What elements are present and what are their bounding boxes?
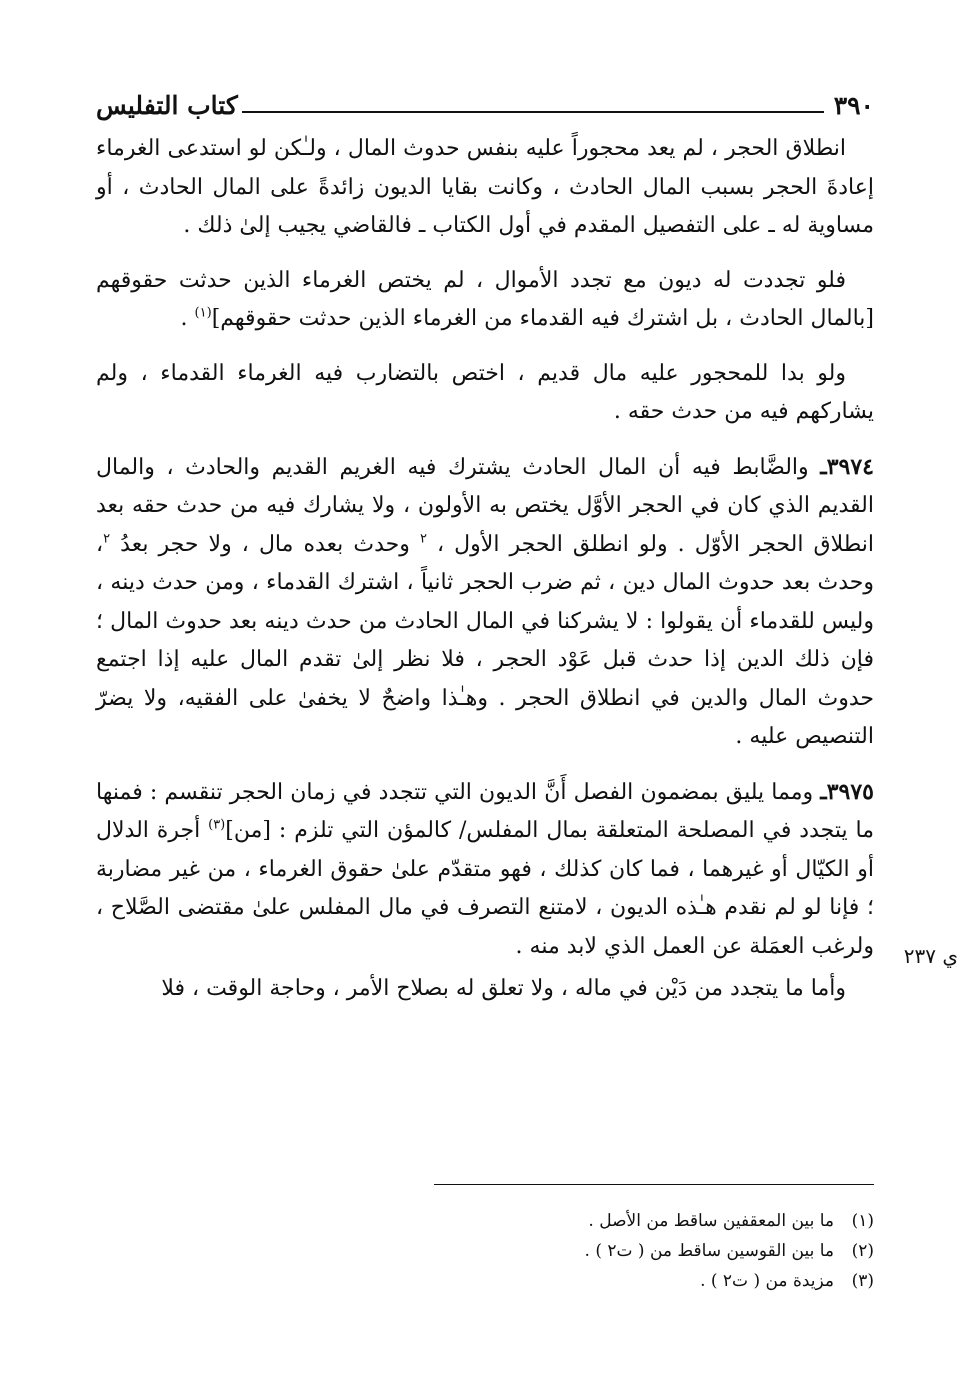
margin-manuscript-ref: ي ٢٣٧ [903, 944, 958, 968]
paragraph [96, 773, 874, 967]
footnote [96, 1206, 874, 1236]
paragraph-number: ٣٩٧٤ـ [820, 453, 874, 480]
paragraph-text: والضَّابط فيه أن المال الحادث يشترك فيه الغريم القديم والحادث ، والمال القديم الذي كان في الحجر الأوَّل يختص به الأولون ، ولا يشارك فيه من حدث حقه بعد انطلاق الحجر الأوّل . ولو انطلق الحجر الأول ، [96, 454, 874, 557]
running-title: كتاب التفليس [96, 91, 238, 120]
paragraph-text: وأما ما يتجدد من دَيْن في ماله ، ولا تعلق له بصلاح الأمر ، وحاجة الوقت ، فلا [161, 976, 846, 1001]
paragraph-text: . [180, 306, 195, 331]
footnote [96, 1266, 874, 1296]
footnote-text: ما بين المعقفين ساقط من الأصل . [588, 1211, 834, 1231]
paragraph-number: ٣٩٧٥ـ [820, 778, 874, 805]
footnote-text: ما بين القوسين ساقط من ( ت٢ ) . [584, 1241, 834, 1261]
header-rule [242, 111, 824, 113]
page-number: ٣٩٠ [833, 91, 874, 120]
paragraph [96, 130, 874, 246]
footnote [96, 1236, 874, 1266]
footnote-number: (٢) [851, 1241, 874, 1261]
paragraph [96, 355, 874, 432]
footnote-marker: (١) [194, 305, 212, 321]
footnote-text: مزيدة من ( ت٢ ) . [700, 1271, 834, 1291]
paragraph-text: ولو بدا للمحجور عليه مال قديم ، اختص بالتضارب فيه الغرماء القدماء ، ولم يشاركهم فيه من حدث حقه . [96, 360, 874, 424]
body-text [96, 130, 874, 1025]
footnote-separator [434, 1184, 874, 1185]
paragraph-text: أجرة الدلال أو الكيّال أو غيرهما ، فما كان كذلك ، فهو متقدّم علىٰ حقوق الغرماء ، من غير مضاربة ؛ فإنا لو لم نقدم هـٰذه الديون ، لامتنع التصرف في مال المفلس علىٰ مقتضى الصَّلاح ، ولرغب العمَلة عن العمل الذي لابد منه . [96, 818, 875, 959]
footnotes [96, 1206, 874, 1296]
footnote-number: (٣) [851, 1271, 874, 1291]
paragraph-text: ومما يليق بمضمون الفصل أَنَّ الديون التي تتجدد في زمان الحجر تنقسم : فمنها ما يتجدد في المصلحة المتعلقة بمال المفلس/ كالمؤن التي تلزم : [من] [96, 779, 874, 843]
paragraph-text: انطلاق الحجر ، لم يعد محجوراً عليه بنفس حدوث المال ، ولـٰكن لو استدعى الغرماء إعادةَ الحجر بسبب المال الحادث ، وكانت بقايا الديون زائدةً على المال الحادث ، أو مساوية له ـ على التفصيل المقدم في أول الكتاب ـ فالقاضي يجيب إلىٰ ذلك . [96, 136, 874, 238]
footnote-marker: ٢ [419, 531, 427, 547]
footnote-number: (١) [851, 1211, 874, 1231]
paragraph [96, 970, 874, 1009]
paragraph [96, 448, 874, 757]
footnote-marker: ٢ [103, 531, 111, 547]
paragraph-text: وحدث بعده مال ، ولا حجر بعدُ [110, 531, 420, 557]
paragraph [96, 262, 874, 339]
paragraph-text: ، وحدث بعد حدوث المال دين ، ثم ضرب الحجر ثانياً ، اشترك القدماء ، ومن حدث دينه ، وليس للقدماء أن يقولوا : لا يشركنا في المال الحادث من حدث دينه بعد حدوث المال ؛ فإن ذلك الدين إذا حدث قبل عَوْد الحجر ، فلا نظر إلىٰ تقدم المال عليه إذا اجتمع حدوث المال والدين في انطلاق الحجر . وهـٰذا واضحٌ لا يخفىٰ على الفقيه، ولا يضرّ التنصيص عليه . [96, 531, 874, 749]
footnote-marker: (٣) [208, 817, 226, 833]
page-header [96, 78, 874, 118]
paragraph-text: فلو تجددت له ديون مع تجدد الأموال ، لم يختص الغرماء الذين حدثت حقوقهم [بالمال الحادث ، بل اشترك فيه القدماء من الغرماء الذين حدثت حقوقهم] [96, 267, 874, 331]
